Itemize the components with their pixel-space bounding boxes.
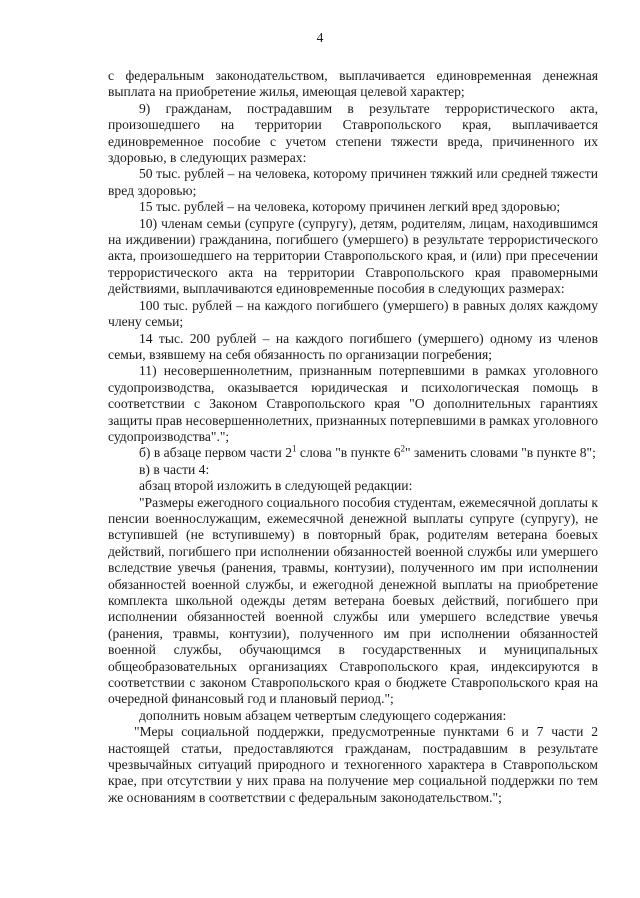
amend-b-part2: слова "в пункте 6 (296, 445, 401, 461)
paragraph-50k: 50 тыс. рублей – на человека, которому причинен тяжкий или средней тяжести вред здоровью; (108, 166, 598, 198)
paragraph-item-9: 9) гражданам, пострадавшим в результате террористического акта, произошедшего на территории Ставропольского края, выплачивается единовременное пособие с учетом степени тяжести вреда, причиненного их здоровью, в следующих размерах: (108, 100, 598, 166)
paragraph-add-intro: дополнить новым абзацем четвертым следующего содержания: (139, 707, 507, 723)
amend-b-sup1: 1 (292, 443, 297, 454)
quote-emergency-support: "Меры социальной поддержки, предусмотренные пунктами 6 и 7 части 2 настоящей статьи, предоставляются гражданам, пострадавшим в результате чрезвычайных ситуаций природного и техногенного характера в Ставропольском крае, при отсутствии у них права на получение мер социальной поддержки по тем же основаниям в соответствии с федеральным законодательством."; (108, 724, 598, 805)
paragraph-item-11: 11) несовершеннолетним, признанным потерпевшими в рамках уголовного судопроизводства, оказывается юридическая и психологическая помощь в соответствии с Законом Ставропольского края "О дополнительных гарантиях защиты прав несовершеннолетних, признанных потерпевшими в рамках уголовного судопроизводства"."; (108, 363, 598, 444)
amend-b-sup2: 2 (400, 443, 406, 454)
amend-b-part3: " заменить словами "в пункте 8"; (405, 445, 596, 461)
paragraph-federal-housing: с федеральным законодательством, выплачивается единовременная денежная выплата на приобретение жилья, имеющая целевой характер; (108, 68, 598, 100)
paragraph-14k-200: 14 тыс. 200 рублей – на каждого погибшего (умершего) одному из членов семьи, взявшему на себя обязанность по организации погребения; (108, 330, 598, 362)
document-body (108, 68, 598, 806)
paragraph-15k: 15 тыс. рублей – на человека, которому причинен легкий вред здоровью; (139, 199, 561, 215)
amend-b-part1: б) в абзаце первом части 2 (139, 445, 293, 461)
paragraph-amend-b (108, 445, 598, 461)
paragraph-abz2-intro: абзац второй изложить в следующей редакции: (139, 478, 413, 494)
page-number: 4 (316, 30, 324, 45)
quote-indexation: "Размеры ежегодного социального пособия студентам, ежемесячной доплаты к пенсии военнослужащим, ежемесячной денежной выплаты супруге (супругу), не вступившей (не вступившему) в повторный брак, родителям ветерана боевых действий, погибшего при исполнении обязанностей военной службы или умершего вследствие увечья (ранения, травмы, контузии), полученного им при исполнении обязанностей военной службы, и ежегодной денежной выплаты на приобретение комплекта школьной одежды детям ветерана боевых действий, погибшего при исполнении обязанностей военной службы или умершего вследствие увечья (ранения, травмы, контузии), полученного им при исполнении обязанностей военной службы, обучающимся в государственных и муниципальных общеобразовательных организациях Ставропольского края, индексируются в соответствии с законом Ставропольского края о бюджете Ставропольского края на очередной финансовый год и плановый период."; (108, 494, 598, 707)
paragraph-100k: 100 тыс. рублей – на каждого погибшего (умершего) в равных долях каждому члену семьи; (108, 297, 598, 330)
paragraph-amend-v: в) в части 4: (139, 461, 210, 477)
paragraph-item-10: 10) членам семьи (супруге (супругу), детям, родителям, лицам, находившимся на иждивении) гражданина, погибшего (умершего) в результате террористического акта, произошедшего на территории Ставропольского края, и (или) при пресечении террористического акта на территории Ставропольского края правомерными действиями, выплачиваются единовременные пособия в следующих размерах: (108, 215, 598, 297)
